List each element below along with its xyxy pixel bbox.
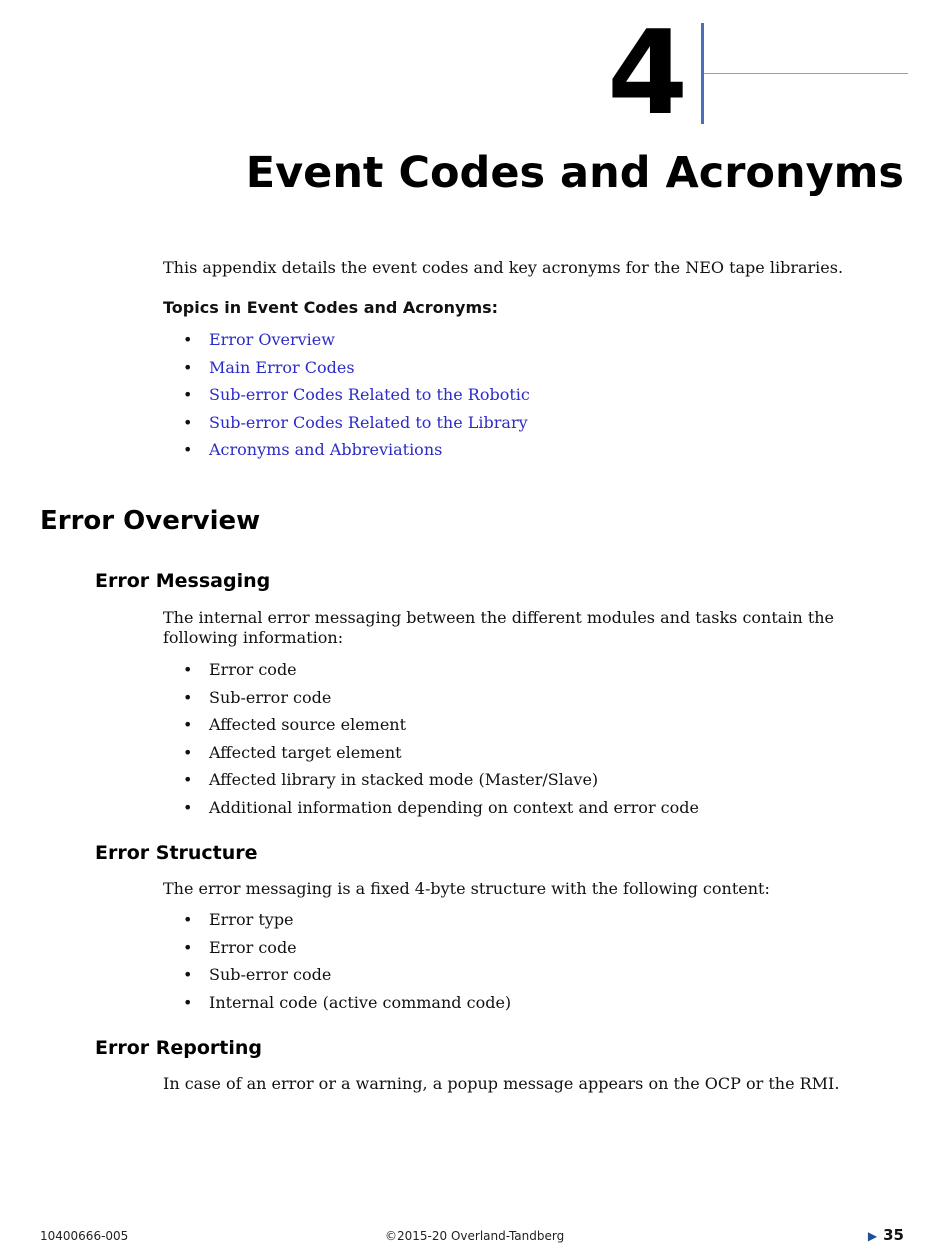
list-item: • Additional information depending on context and error code: [163, 798, 699, 826]
topic-link-sub-error-robotic[interactable]: [163, 385, 530, 413]
footer-copyright: ©2015-20 Overland-Tandberg: [385, 1229, 565, 1243]
subsection-heading-error-messaging: Error Messaging: [95, 570, 271, 592]
list-item: • Error code: [163, 660, 699, 688]
error-structure-list: [163, 910, 511, 1020]
topic-link-label[interactable]: Acronyms and Abbreviations: [209, 440, 443, 459]
subsection-heading-error-reporting: Error Reporting: [95, 1037, 263, 1059]
chapter-horizontal-rule: [704, 73, 908, 74]
list-item: • Affected library in stacked mode (Master/Slave): [163, 770, 699, 798]
subsection-heading-error-structure: Error Structure: [95, 842, 258, 864]
list-item: • Error type: [163, 910, 511, 938]
footer-doc-number: 10400666-005: [40, 1229, 129, 1243]
chapter-title: Event Codes and Acronyms: [245, 148, 904, 198]
error-structure-paragraph: The error messaging is a fixed 4-byte structure with the following content:: [163, 879, 770, 898]
topic-link-label[interactable]: Sub-error Codes Related to the Robotic: [209, 385, 530, 404]
topics-list: [163, 330, 530, 468]
chapter-number: 4: [607, 6, 688, 141]
footer-page-number: [868, 1226, 904, 1244]
list-item: • Affected source element: [163, 715, 699, 743]
list-item: • Affected target element: [163, 743, 699, 771]
section-heading-error-overview: Error Overview: [40, 506, 261, 536]
topic-link-main-error-codes[interactable]: [163, 358, 530, 386]
intro-paragraph: This appendix details the event codes and key acronyms for the NEO tape libraries.: [163, 258, 844, 277]
list-item: • Sub-error code: [163, 965, 511, 993]
list-item: • Sub-error code: [163, 688, 699, 716]
topics-heading: Topics in Event Codes and Acronyms:: [163, 298, 499, 317]
play-triangle-icon: ▶: [867, 1229, 878, 1243]
error-messaging-list: [163, 660, 699, 825]
error-messaging-paragraph: The internal error messaging between the different modules and tasks contain the following information:: [163, 608, 835, 647]
page-number: 35: [883, 1226, 904, 1244]
list-item: • Error code: [163, 938, 511, 966]
topic-link-label[interactable]: Error Overview: [209, 330, 335, 349]
topic-link-sub-error-library[interactable]: [163, 413, 530, 441]
error-reporting-paragraph: In case of an error or a warning, a popup message appears on the OCP or the RMI.: [163, 1074, 840, 1093]
topic-link-error-overview[interactable]: [163, 330, 530, 358]
topic-link-label[interactable]: Sub-error Codes Related to the Library: [209, 412, 528, 432]
topic-link-acronyms[interactable]: [163, 440, 530, 468]
topic-link-label[interactable]: Main Error Codes: [209, 357, 355, 377]
list-item: • Internal code (active command code): [163, 993, 511, 1021]
